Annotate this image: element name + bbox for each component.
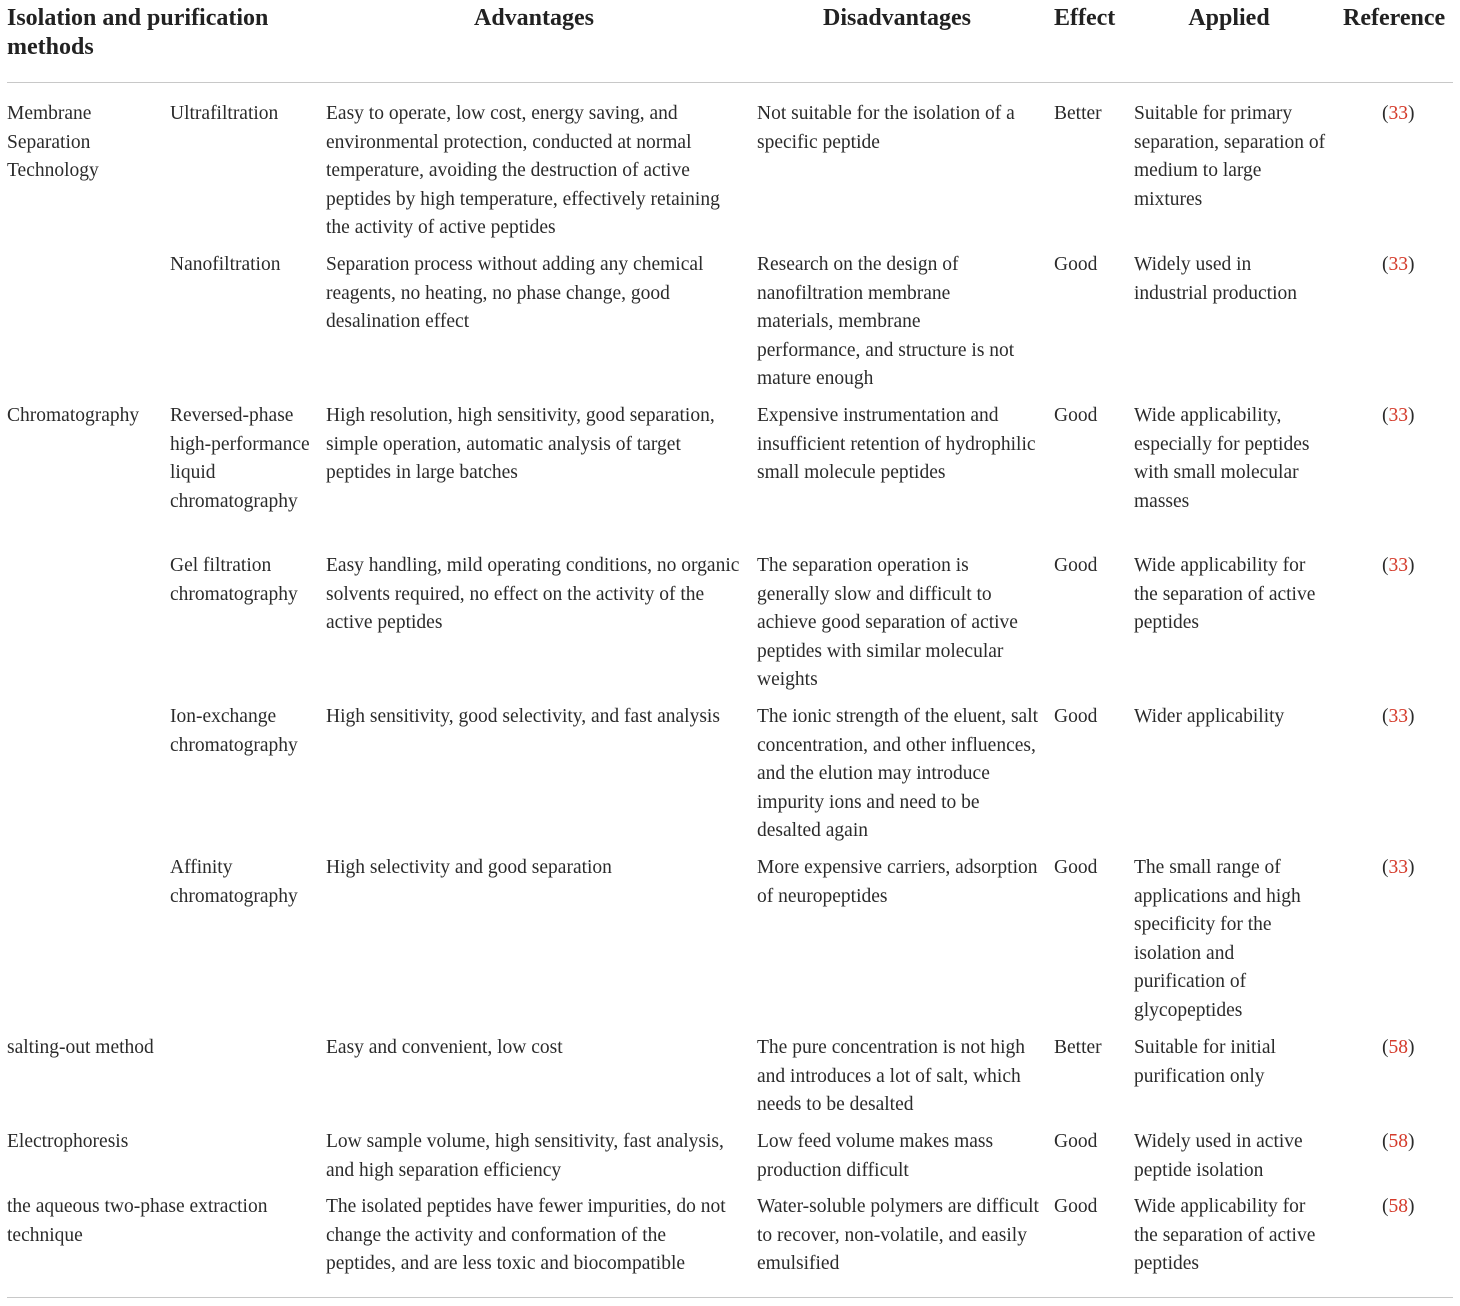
applied-cell: Wider applicability <box>1134 706 1285 727</box>
header-effect: Effect <box>1054 5 1116 31</box>
reference-cell: (58) <box>1382 1037 1415 1058</box>
applied-cell: Wide applicability for the separation of active peptides <box>1134 1196 1316 1274</box>
reference-cell: (33) <box>1382 857 1415 878</box>
footer-rule <box>7 1297 1453 1298</box>
header-disadvantages: Disadvantages <box>822 5 972 31</box>
reference-cell: (33) <box>1382 405 1415 426</box>
effect-cell: Better <box>1054 1037 1102 1058</box>
disadvantages-cell: Not suitable for the isolation of a specific peptide <box>757 103 1015 153</box>
disadvantages-cell: Low feed volume makes mass production difficult <box>757 1131 994 1181</box>
header-advantages: Advantages <box>473 5 594 31</box>
reference-link[interactable]: 33 <box>1388 857 1408 878</box>
advantages-cell: Easy and convenient, low cost <box>326 1037 563 1058</box>
advantages-cell: Separation process without adding any chemical reagents, no heating, no phase change, good desalination effect <box>326 254 704 332</box>
method-cell: Nanofiltration <box>170 254 281 275</box>
method-cell: Affinity chromatography <box>170 857 298 907</box>
group-cell: salting-out method <box>7 1037 154 1058</box>
applied-cell: Suitable for primary separation, separation of medium to large mixtures <box>1134 103 1326 210</box>
effect-cell: Good <box>1054 254 1098 275</box>
header-reference: Reference <box>1343 5 1446 31</box>
effect-cell: Good <box>1054 1131 1098 1152</box>
reference-cell: (33) <box>1382 555 1415 576</box>
disadvantages-cell: Research on the design of nanofiltration membrane materials, membrane performance, and structure is not mature enough <box>757 254 1015 389</box>
applied-cell: Wide applicability for the separation of active peptides <box>1134 555 1316 633</box>
reference-link[interactable]: 58 <box>1388 1131 1408 1152</box>
header-method: Isolation and purification methods <box>7 5 269 60</box>
header-applied: Applied <box>1188 5 1270 31</box>
applied-cell: The small range of applications and high specificity for the isolation and purification of glycopeptides <box>1134 857 1301 1021</box>
method-cell: Ion-exchange chromatography <box>170 706 298 756</box>
method-cell: Gel filtration chromatography <box>170 555 298 605</box>
effect-cell: Good <box>1054 555 1098 576</box>
reference-link[interactable]: 33 <box>1388 405 1408 426</box>
effect-cell: Better <box>1054 103 1102 124</box>
group-cell: Chromatography <box>7 405 140 426</box>
group-cell: Membrane Separation Technology <box>7 103 99 181</box>
method-cell: Ultrafiltration <box>170 103 279 124</box>
advantages-cell: Easy to operate, low cost, energy saving, and environmental protection, conducted at normal temperature, avoiding the destruction of active peptides by high temperature, effectively retaining the activity of active peptides <box>326 103 720 238</box>
effect-cell: Good <box>1054 706 1098 727</box>
reference-cell: (58) <box>1382 1131 1415 1152</box>
applied-cell: Widely used in active peptide isolation <box>1134 1131 1303 1181</box>
reference-link[interactable]: 58 <box>1388 1037 1408 1058</box>
advantages-cell: Easy handling, mild operating conditions, no organic solvents required, no effect on the activity of the active peptides <box>326 555 740 633</box>
reference-link[interactable]: 33 <box>1388 706 1408 727</box>
advantages-cell: Low sample volume, high sensitivity, fast analysis, and high separation efficiency <box>326 1131 724 1181</box>
effect-cell: Good <box>1054 405 1098 426</box>
reference-cell: (33) <box>1382 706 1415 727</box>
reference-cell: (33) <box>1382 254 1415 275</box>
header-rule <box>7 82 1453 83</box>
applied-cell: Wide applicability, especially for peptides with small molecular masses <box>1134 405 1310 512</box>
disadvantages-cell: The ionic strength of the eluent, salt concentration, and other influences, and the elution may introduce impurity ions and need to be desalted again <box>757 706 1039 841</box>
applied-cell: Suitable for initial purification only <box>1134 1037 1276 1087</box>
applied-cell: Widely used in industrial production <box>1134 254 1298 304</box>
reference-link[interactable]: 33 <box>1388 254 1408 275</box>
effect-cell: Good <box>1054 1196 1098 1217</box>
reference-cell: (58) <box>1382 1196 1415 1217</box>
method-cell: Reversed-phase high-performance liquid chromatography <box>170 405 310 512</box>
advantages-cell: High sensitivity, good selectivity, and fast analysis <box>326 706 720 727</box>
advantages-cell: The isolated peptides have fewer impurities, do not change the activity and conformation of the peptides, and are less toxic and biocompatible <box>326 1196 726 1274</box>
disadvantages-cell: More expensive carriers, adsorption of neuropeptides <box>757 857 1038 907</box>
effect-cell: Good <box>1054 857 1098 878</box>
reference-cell: (33) <box>1382 103 1415 124</box>
disadvantages-cell: The pure concentration is not high and introduces a lot of salt, which needs to be desalted <box>757 1037 1026 1115</box>
advantages-cell: High resolution, high sensitivity, good separation, simple operation, automatic analysis of target peptides in large batches <box>326 405 715 483</box>
group-cell: the aqueous two-phase extraction technique <box>7 1196 268 1246</box>
disadvantages-cell: Water-soluble polymers are difficult to recover, non-volatile, and easily emulsified <box>757 1196 1039 1274</box>
reference-link[interactable]: 33 <box>1388 103 1408 124</box>
advantages-cell: High selectivity and good separation <box>326 857 612 878</box>
group-cell: Electrophoresis <box>7 1131 129 1152</box>
disadvantages-cell: The separation operation is generally slow and difficult to achieve good separation of active peptides with similar molecular weights <box>757 555 1018 690</box>
reference-link[interactable]: 33 <box>1388 555 1408 576</box>
disadvantages-cell: Expensive instrumentation and insufficient retention of hydrophilic small molecule peptides <box>757 405 1036 483</box>
reference-link[interactable]: 58 <box>1388 1196 1408 1217</box>
